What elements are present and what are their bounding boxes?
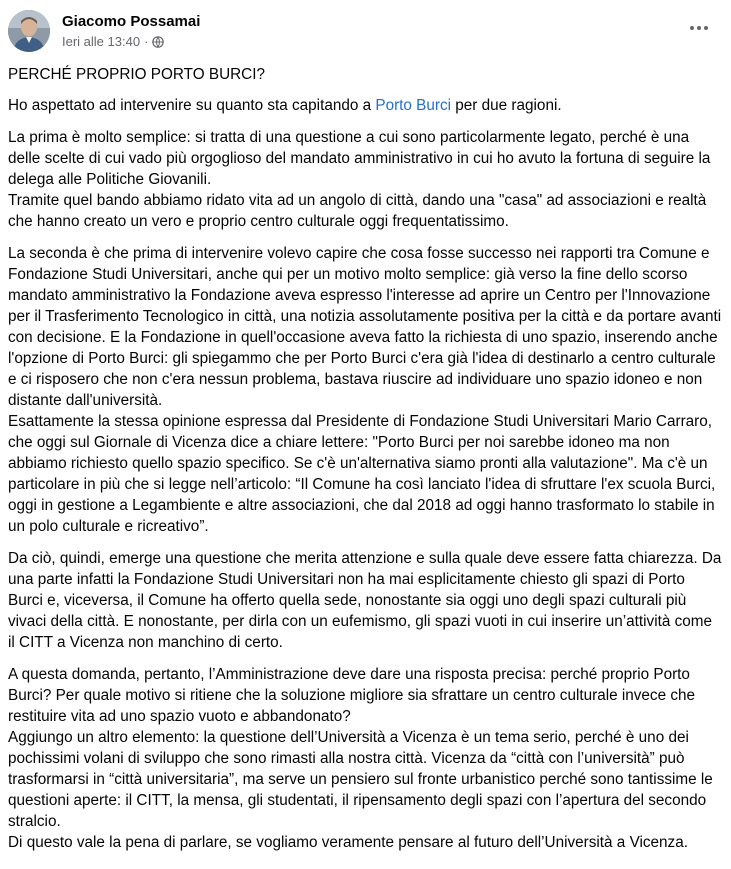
intro-text-after: per due ragioni. bbox=[451, 97, 562, 114]
meta-separator: · bbox=[144, 34, 149, 49]
post-body bbox=[8, 64, 723, 864]
intro-text-before: Ho aspettato ad intervenire su quanto sta capitando a bbox=[8, 97, 376, 114]
post-meta bbox=[62, 34, 164, 49]
post-title: PERCHÉ PROPRIO PORTO BURCI? bbox=[8, 66, 265, 83]
paragraph-4c-text: Di questo vale la pena di parlare, se vogliamo veramente pensare al futuro dell’Università a Vicenza. bbox=[8, 834, 688, 851]
post-header bbox=[8, 10, 719, 56]
paragraph-4 bbox=[8, 664, 723, 853]
paragraph-1b-text: Tramite quel bando abbiamo ridato vita ad un angolo di città, dando una "casa" ad associazioni e realtà che hanno creato un vero e proprio centro culturale oggi frequentatissimo. bbox=[8, 192, 707, 230]
avatar[interactable] bbox=[8, 10, 50, 52]
porto-burci-link[interactable]: Porto Burci bbox=[375, 97, 452, 114]
post-intro bbox=[8, 95, 723, 116]
paragraph-2-text: La seconda è che prima di intervenire volevo capire che cosa fosse successo nei rapporti tra Comune e Fondazione Studi Universitari, anche qui per un motivo molto semplice: già verso la fine dello scorso mandato amministrativo la Fondazione aveva espresso l'interesse ad aprire un Centro per l'Innovazione per il Trasferimento Tecnologico in città, una notizia assolutamente positiva per la città e da portare avanti con decisione. E la Fondazione in quell'occasione aveva fatto la richiesta di uno spazio, inserendo anche l'opzione di Porto Burci: gli spiegammo che per Porto Burci c'era già l'idea di destinarlo a centro culturale e ci risposero che non c'era nessun problema, bastava riuscire ad individuare uno spazio idoneo e non distante dall'università. bbox=[8, 245, 722, 409]
paragraph-3: Da ciò, quindi, emerge una questione che merita attenzione e sulla quale deve essere fatta chiarezza. Da una parte infatti la Fondazione Studi Universitari non ha mai esplicitamente chiesto gli spazi di Porto Burci e, viceversa, il Comune ha offerto quella sede, nonostante sia oggi uno degli spazi culturali più vivaci della città. E nonostante, per dirla con un eufemismo, gli spazi vuoti in cui inserire un’attività come il CITT a Vicenza non manchino di certo. bbox=[8, 550, 722, 651]
paragraph-4-text: A questa domanda, pertanto, l’Amministrazione deve dare una risposta precisa: perché proprio Porto Burci? Per quale motivo si ritiene che la soluzione migliore sia sfrattare un centro culturale invece che restituire vita ad uno spazio vuoto e abbandonato? bbox=[8, 666, 696, 725]
paragraph-2 bbox=[8, 243, 723, 537]
paragraph-1-text: La prima è molto semplice: si tratta di una questione a cui sono particolarmente legato, perché è una delle scelte di cui vado più orgoglioso del mandato amministrativo in cui ho avuto la fortuna di seguire la delega alle Politiche Giovanili. bbox=[8, 129, 711, 188]
globe-icon[interactable] bbox=[152, 36, 164, 48]
paragraph-1 bbox=[8, 127, 723, 232]
timestamp[interactable]: Ieri alle 13:40 bbox=[62, 34, 141, 49]
more-options-icon[interactable] bbox=[683, 16, 715, 40]
paragraph-2b-text: Esattamente la stessa opinione espressa dal Presidente di Fondazione Studi Universitari Mario Carraro, che oggi sul Giornale di Vicenza dice a chiare lettere: "Porto Burci per noi sarebbe idoneo ma non abbiamo richiesto quello spazio specifico. Se c'è un'alternativa siamo pronti alla valutazione". Ma c'è un particolare in più che si legge nell’articolo: “Il Comune ha così lanciato l'idea di sfruttare l'ex scuola Burci, oggi in gestione a Legambiente e altre associazioni, che dal 2018 ad oggi hanno trasformato lo stabile in un polo culturale e ricreativo”. bbox=[8, 413, 716, 535]
paragraph-4b-text: Aggiungo un altro elemento: la questione dell’Università a Vicenza è un tema serio, perché è uno dei pochissimi volani di sviluppo che sono rimasti alla nostra città. Vicenza da “città con l’università” può trasformarsi in “città universitaria”, ma serve un pensiero sul fronte urbanistico perché sono tantissime le questioni aperte: il CITT, la mensa, gli studentati, il ripensamento degli spazi con l’apertura del secondo stralcio. bbox=[8, 729, 713, 830]
author-name[interactable]: Giacomo Possamai bbox=[62, 13, 201, 30]
avatar-image bbox=[8, 10, 50, 52]
